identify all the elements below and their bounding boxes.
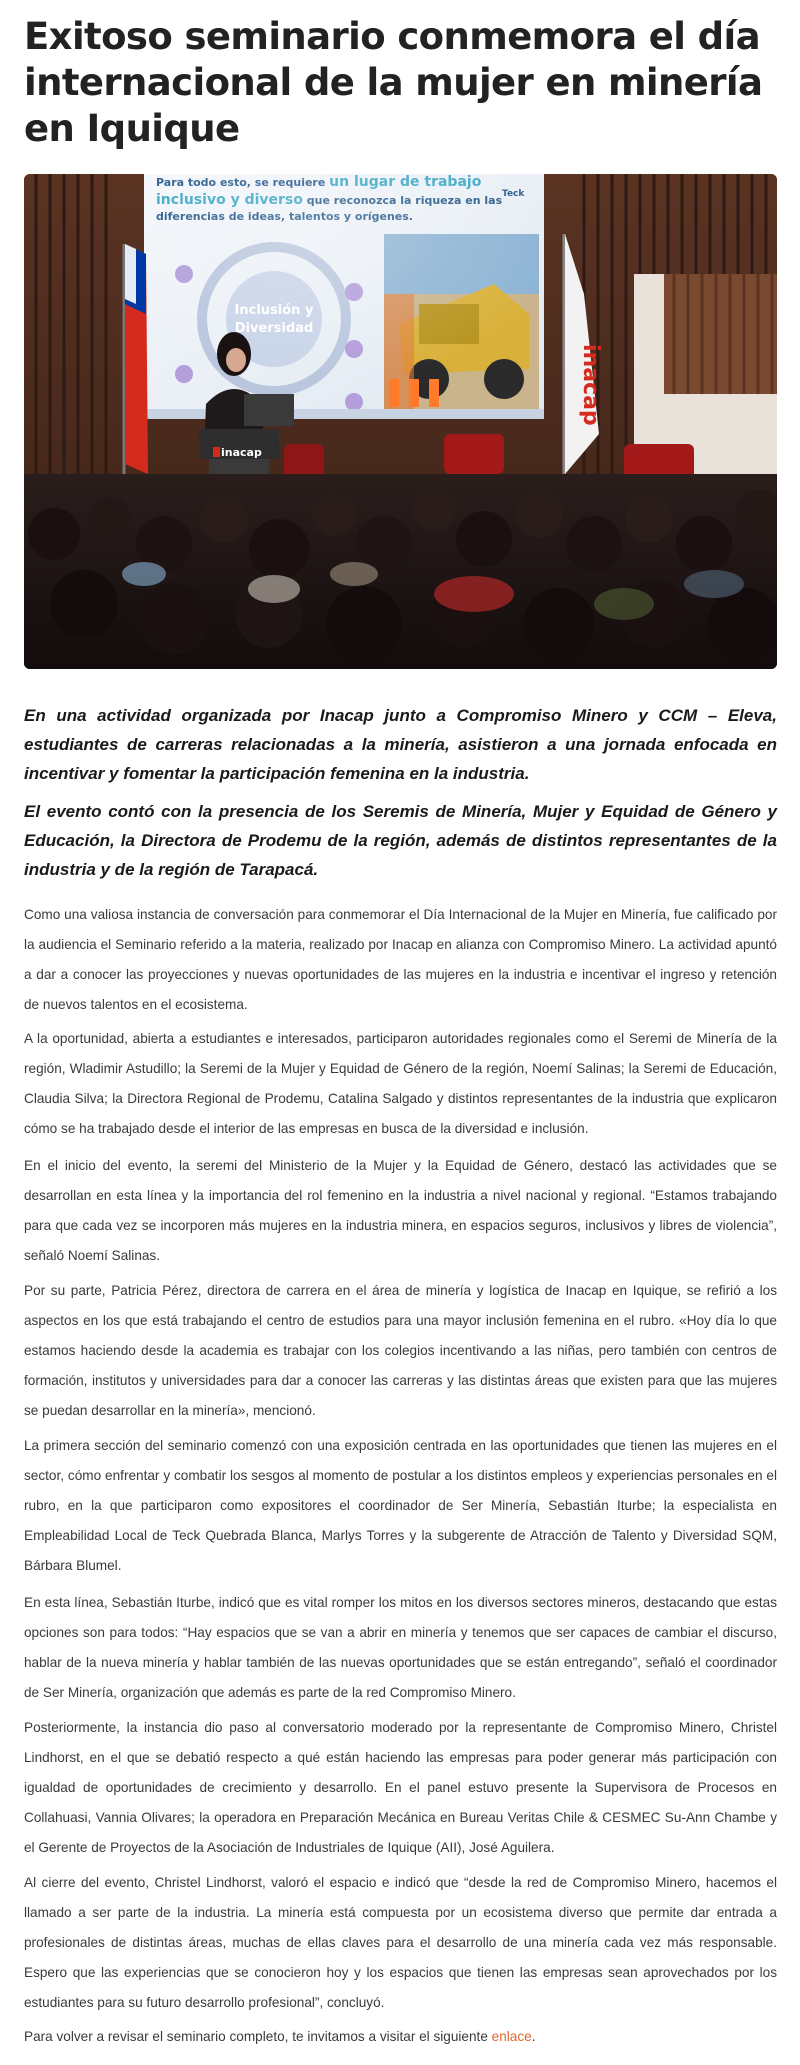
lead-paragraph: En una actividad organizada por Inacap junto a Compromiso Minero y CCM – Eleva, estudiantes de carreras relacionadas a la minería, asistieron a una jornada enfocada en incentivar y fomentar la participación femenina en la industria. bbox=[24, 706, 777, 783]
body-paragraph: Por su parte, Patricia Pérez, directora de carrera en el área de minería y logística de Inacap en Iquique, se refirió a los aspectos en los que está trabajando el centro de estudios para una mayor inclusión femenina en el rubro. «Hoy día lo que estamos haciendo desde la academia es trabajar con los colegios incentivando a las niñas, pero también con centros de formación, institutos y universidades para dar a conocer las carreras y las distintas áreas que existen para que las mujeres se puedan desarrollar en la minería», mencionó. bbox=[24, 1283, 777, 1418]
article bbox=[24, 0, 777, 2044]
svg-text:inacap: inacap bbox=[578, 344, 603, 426]
article-title: Exitoso seminario conmemora el día internacional de la mujer en minería en Iquique bbox=[24, 15, 763, 150]
body-paragraph: En esta línea, Sebastián Iturbe, indicó que es vital romper los mitos en los diversos sectores mineros, destacando que estas opciones son para todos: “Hay espacios que se van a abrir en minería y tenemos que ser capaces de cambiar el discurso, hablar de la nueva minería y hablar también de las nuevas oportunidades que se están entregando”, señaló el coordinador de Ser Minería, organización que además es parte de la red Compromiso Minero. bbox=[24, 1595, 777, 1700]
red-chair bbox=[444, 434, 504, 474]
body-paragraph: La primera sección del seminario comenzó con una exposición centrada en las oportunidades que tienen las mujeres en el sector, cómo enfrentar y combatir los sesgos al momento de postular a los distintos empleos y experiencias personales en el rubro, en la que participaron como expositores el coordinador de Ser Minería, Sebastián Iturbe; la especialista en Empleabilidad Local de Teck Quebrada Blanca, Marlys Torres y la subgerente de Atracción de Talento y Diversidad SQM, Bárbara Blumel. bbox=[24, 1438, 777, 1573]
seminar-link[interactable]: enlace bbox=[491, 2029, 532, 2044]
body-paragraph: Al cierre del evento, Christel Lindhorst, valoró el espacio e indicó que “desde la red de Compromiso Minero, hacemos el llamado a ser parte de la industria. La minería está compuesta por un ecosistema diverso que permite dar entrada a profesionales de distintas áreas, muchas de ellas claves para el desarrollo de una minería cada vez más responsable. Espero que las experiencias que se conocieron hoy y los espacios que tienen las empresas sean aprovechados por los estudiantes para su futuro desarrollo profesional”, concluyó. bbox=[24, 1875, 777, 2010]
body-paragraph: En el inicio del evento, la seremi del Ministerio de la Mujer y la Equidad de Género, destacó las actividades que se desarrollan en esta línea y la importancia del rol femenino en la industria a nivel nacional y regional. “Estamos trabajando para que cada vez se incorporen más mujeres en la industria minera, en espacios seguros, inclusivos y libres de violencia”, señaló Noemí Salinas. bbox=[24, 1158, 777, 1263]
event-photo bbox=[24, 174, 777, 669]
body-paragraph: Como una valiosa instancia de conversación para conmemorar el Día Internacional de la Mujer en Minería, fue calificado por la audiencia el Seminario referido a la materia, realizado por Inacap en alianza con Compromiso Minero. La actividad apuntó a dar a conocer las proyecciones y nuevas oportunidades de las mujeres en la industria e incentivar el ingreso y retención de nuevos talentos en el ecosistema. bbox=[24, 907, 777, 1012]
podium-logo: inacap bbox=[221, 446, 262, 459]
audience bbox=[24, 474, 777, 669]
hero-image bbox=[24, 174, 777, 669]
lead-paragraph: El evento contó con la presencia de los Seremis de Minería, Mujer y Equidad de Género y Educación, la Directora de Prodemu de la región, además de distintos representantes de la industria y de la región de Tarapacá. bbox=[24, 802, 777, 879]
body-paragraph: A la oportunidad, abierta a estudiantes e interesados, participaron autoridades regionales como el Seremi de Minería de la región, Wladimir Astudillo; la Seremi de la Mujer y Equidad de Género de la región, Noemí Salinas; la Seremi de Educación, Claudia Silva; la Directora Regional de Prodemu, Catalina Salgado y distintos representantes de la industria que explicaron cómo se ha trabajado desde el interior de las empresas en busca de la diversidad e inclusión. bbox=[24, 1031, 777, 1136]
body-paragraph: Posteriormente, la instancia dio paso al conversatorio moderado por la representante de Compromiso Minero, Christel Lindhorst, en el que se debatió respecto a qué están haciendo las empresas para poder generar más participación con igualdad de oportunidades de crecimiento y desarrollo. En el panel estuvo presente la Supervisora de Procesos en Collahuasi, Vannia Olivares; la operadora en Preparación Mecánica en Bureau Veritas Chile & CESMEC Su-Ann Chambe y el Gerente de Proyectos de la Asociación de Industriales de Iquique (AII), José Aguilera. bbox=[24, 1720, 777, 1855]
closing-paragraph: Para volver a revisar el seminario completo, te invitamos a visitar el siguiente enlace. bbox=[24, 2029, 536, 2044]
chile-flag bbox=[124, 244, 148, 504]
